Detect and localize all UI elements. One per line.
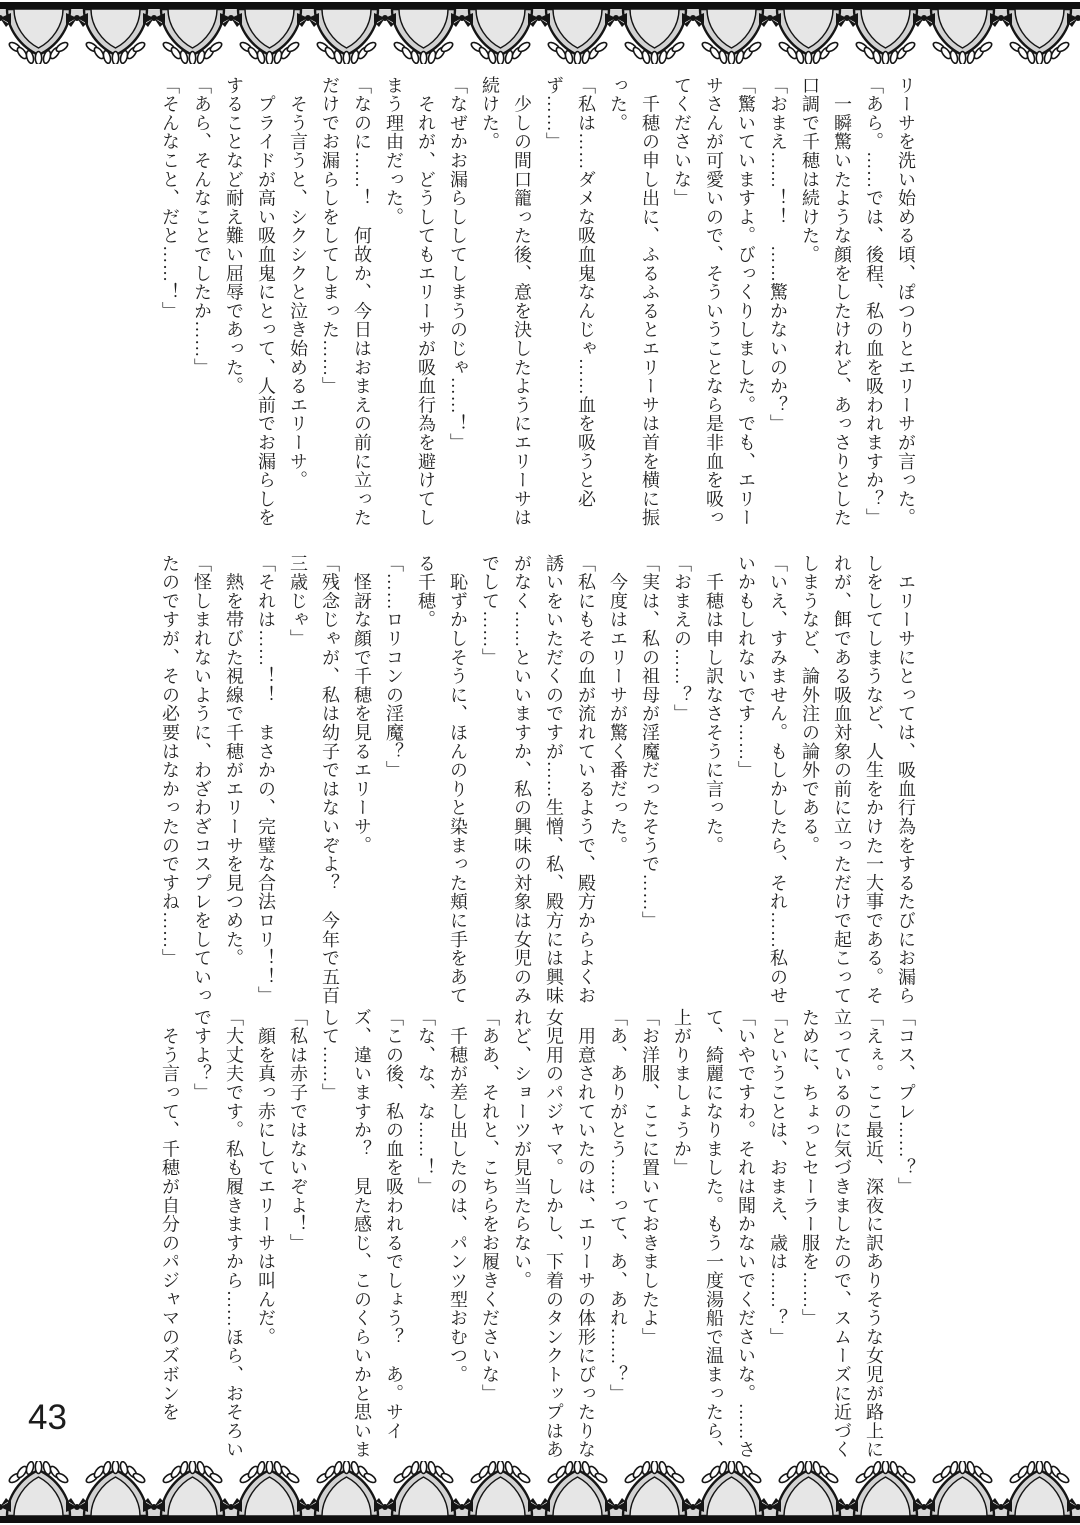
paragraph: プライドが高い吸血鬼にとって、人前でお漏らしをすることなど耐え難い屈辱であった。	[224, 76, 276, 528]
text-band-middle	[92, 554, 922, 1006]
paragraph: 「それは……！！ まさかの、完璧な合法ロリ！！」	[256, 554, 276, 1006]
paragraph: それが、どうしてもエリーサが吸血行為を避けてしまう理由だった。	[384, 76, 436, 528]
paragraph: 「そんなこと、だと……！」	[160, 76, 180, 321]
paragraph: 「なぜかお漏らししてしまうのじゃ……！」	[448, 76, 468, 452]
paragraph: 用意されていたのは、エリーサの体形にぴったりな女児用のパジャマ。しかし、下着のタンクトップはあれど、ショーツが見当たらない。	[512, 1008, 596, 1460]
paragraph: 「おまえ……！！ ……驚かないのか？」	[768, 76, 788, 434]
paragraph: 「私は赤子ではないぞよ！」	[288, 1008, 308, 1253]
paragraph: 怪訝な顔で千穂を見るエリーサ。	[352, 554, 372, 855]
paragraph: 「この後、私の血を吸われるでしょう？ あ。サイズ、違いますか？ 見た感じ、このくらいかと思いまして……」	[320, 1008, 404, 1460]
paragraph: 「実は、私の祖母が淫魔だったそうで……」	[640, 554, 660, 930]
paragraph: 「あら。……では、後程、私の血を吸われますか？」	[864, 76, 884, 528]
lace-border-bottom	[0, 1461, 1080, 1525]
paragraph: 「いやですわ。それは聞かないでくださいな。……さて、綺麗になりました。もう一度湯船で温まったら、上がりましょうか」	[672, 1008, 756, 1460]
paragraph: 「……ロリコンの淫魔？」	[384, 554, 404, 780]
paragraph: 「お洋服、ここに置いておきましたよ」	[640, 1008, 660, 1347]
paragraph: 恥ずかしそうに、ほんのりと染まった頬に手をあてる千穂。	[416, 554, 468, 1006]
paragraph: 「な、な、な……！」	[416, 1008, 436, 1196]
lace-top-bar	[0, 2, 1080, 9]
paragraph: 「なのに……！ 何故か、今日はおまえの前に立っただけでお漏らしをしてしまった……」	[320, 76, 372, 528]
paragraph: 「いえ、すみません。もしかしたら、それ……私のせいかもしれないです……」	[736, 554, 788, 1006]
paragraph: 「ということは、おまえ、歳は……？」	[768, 1008, 788, 1347]
paragraph: 「残念じゃが、私は幼子ではないぞよ？ 今年で五百三歳じゃ」	[288, 554, 340, 1006]
paragraph: 一瞬驚いたような顔をしたけれど、あっさりとした口調で千穂は続けた。	[800, 76, 852, 528]
paragraph: 千穂が差し出したのは、パンツ型おむつ。	[448, 1008, 468, 1384]
paragraph: 「大丈夫です。私も履きますから……ほら、おそろいですよ？」	[192, 1008, 244, 1460]
paragraph: 「私は……ダメな吸血鬼なんじゃ……血を吸うと必ず……」	[544, 76, 596, 509]
paragraph: 「おまえの……？」	[672, 554, 692, 724]
lace-border-top	[0, 0, 1080, 64]
paragraph: 「コス、プレ……？」	[896, 1008, 916, 1196]
page-number: 43	[28, 1398, 67, 1437]
paragraph: 今度はエリーサが驚く番だった。	[608, 554, 628, 855]
paragraph: 千穂の申し出に、ふるふるとエリーサは首を横に振った。	[608, 76, 660, 528]
paragraph: エリーサにとっては、吸血行為をするたびにお漏らしをしてしまうなど、人生をかけた一大事である。それが、餌である吸血対象の前に立っただけで起こってしまうなど、論外注の論外である。	[800, 554, 916, 1006]
text-band-top	[92, 76, 922, 528]
paragraph: 「怪しまれないように、わざわざコスプレをしていったのですが、その必要はなかったのですね……」	[160, 554, 212, 1006]
lace-bottom-bar	[0, 1516, 1080, 1523]
paragraph: 少しの間口籠った後、意を決したようにエリーサは続けた。	[480, 76, 532, 528]
paragraph: そう言って、千穂が自分のパジャマのズボンを	[160, 1008, 180, 1422]
paragraph: 「ああ、それと、こちらをお履きくださいな」	[480, 1008, 500, 1403]
paragraph: リーサを洗い始める頃、ぽつりとエリーサが言った。	[896, 76, 916, 528]
lace-trim-icon	[0, 1461, 1080, 1516]
paragraph: そう言うと、シクシクと泣き始めるエリーサ。	[288, 76, 308, 490]
paragraph: 「私にもその血が流れているようで、殿方からよくお誘いをいただくのですが……生憎、私、殿方には興味がなく……といいますか、私の興味の対象は女児のみでして……」	[480, 554, 596, 1006]
paragraph: 熱を帯びた視線で千穂がエリーサを見つめた。	[224, 554, 244, 968]
paragraph: 「驚いていますよ。びっくりしました。でも、エリーサさんが可愛いので、そういうことなら是非血を吸ってくださいな」	[672, 76, 756, 528]
text-band-bottom	[92, 1008, 922, 1460]
lace-trim-icon	[0, 9, 1080, 64]
paragraph: 「あら、そんなことでしたか……」	[192, 76, 212, 377]
paragraph: 「あ、ありがとう……って、あ、あれ……？」	[608, 1008, 628, 1403]
paragraph: 千穂は申し訳なさそうに言った。	[704, 554, 724, 855]
paragraph: 「えぇ。ここ最近、深夜に訳ありそうな女児が路上に立っているのに気づきましたので、スムーズに近づくために、ちょっとセーラー服を……」	[800, 1008, 884, 1460]
paragraph: 顔を真っ赤にしてエリーサは叫んだ。	[256, 1008, 276, 1347]
